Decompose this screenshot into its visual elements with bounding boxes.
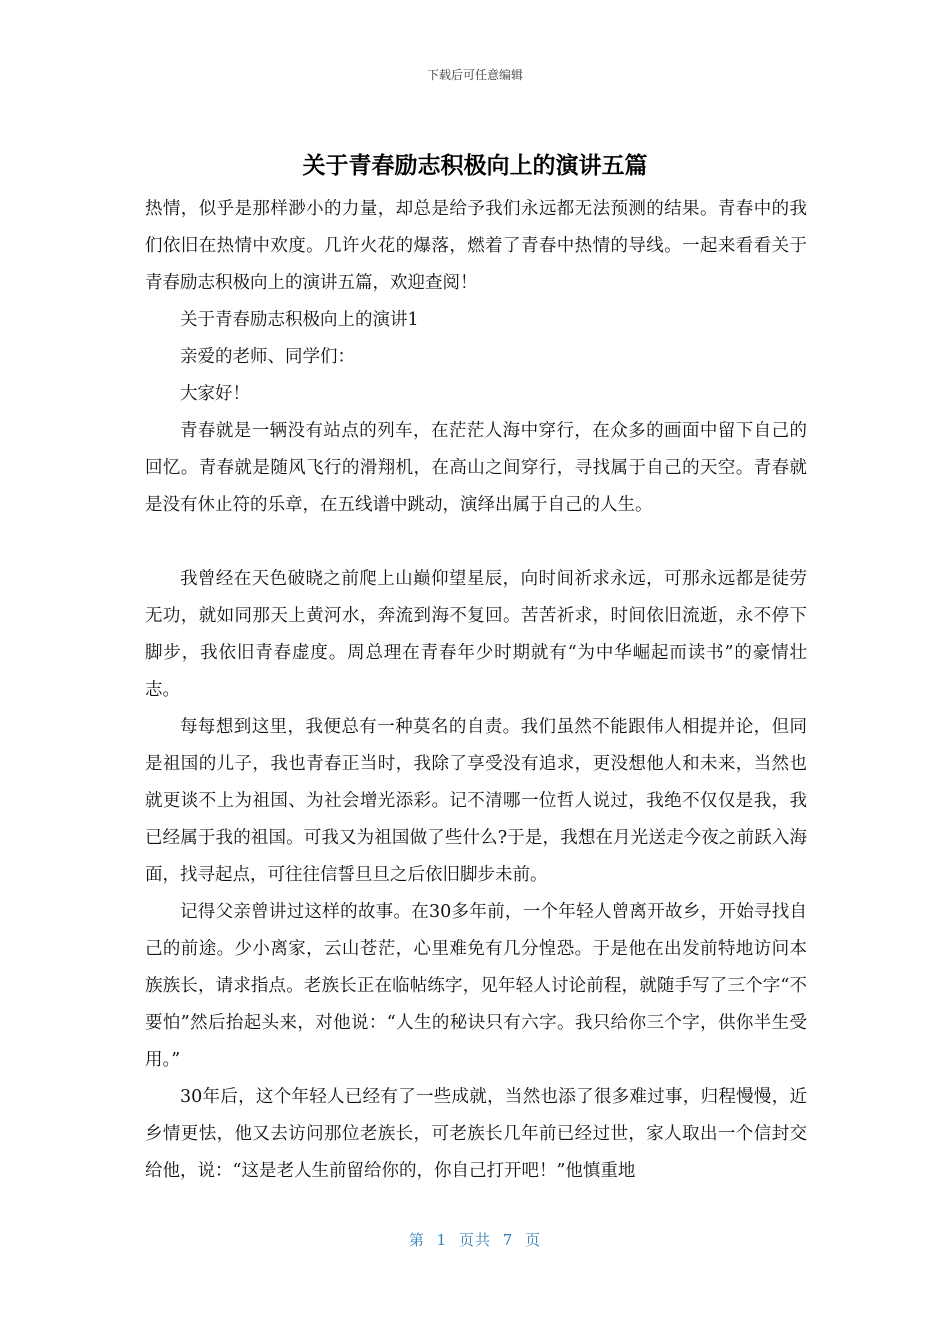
body-paragraph: 我曾经在天色破晓之前爬上山巅仰望星辰，向时间祈求永远，可那永远都是徒劳无功，就如同那天上黄河水，奔流到海不复回。苦苦祈求，时间依旧流逝，永不停下脚步，我依旧青春虚度。周总理在青春年少时期就有“为中华崛起而读书”的豪情壮志。 [145, 569, 807, 700]
body-paragraph: 青春就是一辆没有站点的列车，在茫茫人海中穿行，在众多的画面中留下自己的回忆。青春就是随风飞行的滑翔机，在高山之间穿行，寻找属于自己的天空。青春就是没有休止符的乐章，在五线谱中跳动，演绎出属于自己的人生。 [145, 421, 807, 515]
body-paragraph: 30年后，这个年轻人已经有了一些成就，当然也添了很多难过事，归程慢慢，近乡情更怯，他又去访问那位老族长，可老族长几年前已经过世，家人取出一个信封交给他，说：“这是老人生前留给你的，你自己打开吧！”他慎重地 [145, 1087, 807, 1181]
footer-suffix: 页 [525, 1231, 542, 1249]
page-footer [0, 1229, 950, 1250]
document-body [145, 191, 807, 1190]
header-note: 下载后可任意编辑 [426, 68, 523, 82]
footer-mid: 页共 [458, 1231, 491, 1249]
intro-paragraph: 热情，似乎是那样渺小的力量，却总是给予我们永远都无法预测的结果。青春中的我们依旧在热情中欢度。几许火花的爆落，燃着了青春中热情的导线。一起来看看关于青春励志积极向上的演讲五篇，欢迎查阅！ [145, 199, 807, 293]
body-paragraph: 记得父亲曾讲过这样的故事。在30多年前，一个年轻人曾离开故乡，开始寻找自己的前途。少小离家，云山苍茫，心里难免有几分惶恐。于是他在出发前特地访问本族族长，请求指点。老族长正在临帖练字，见年轻人讨论前程，就随手写了三个字“不要怕”然后抬起头来，对他说：“人生的秘诀只有六字。我只给你三个字，供你半生受用。” [145, 902, 807, 1070]
total-pages: 7 [502, 1231, 514, 1249]
greeting: 大家好！ [180, 384, 250, 404]
footer-prefix: 第 [408, 1231, 425, 1249]
speech-heading: 关于青春励志积极向上的演讲1 [180, 310, 419, 330]
page-number: 1 [436, 1231, 448, 1249]
salutation: 亲爱的老师、同学们： [180, 347, 355, 367]
body-paragraph: 每每想到这里，我便总有一种莫名的自责。我们虽然不能跟伟人相提并论，但同是祖国的儿子，我也青春正当时，我除了享受没有追求，更没想他人和未来，当然也就更谈不上为祖国、为社会增光添彩。记不清哪一位哲人说过，我绝不仅仅是我，我已经属于我的祖国。可我又为祖国做了些什么?于是，我想在月光送走今夜之前跃入海面，找寻起点，可往往信誓旦旦之后依旧脚步未前。 [145, 717, 807, 885]
document-title: 关于青春励志积极向上的演讲五篇 [302, 153, 648, 179]
